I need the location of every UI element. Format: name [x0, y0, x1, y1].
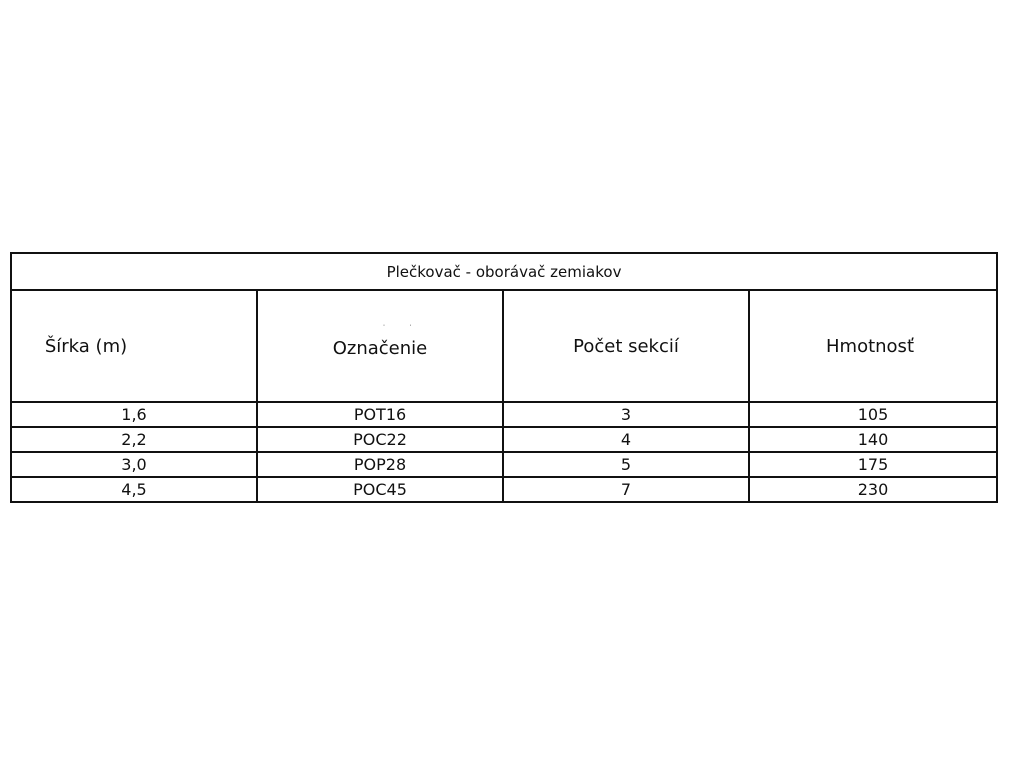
cell-sections: 5 [503, 452, 749, 477]
header-row [11, 290, 997, 402]
table-title: Plečkovač - oborávač zemiakov [11, 253, 997, 290]
cell-sections: 4 [503, 427, 749, 452]
cell-designation: POC45 [257, 477, 503, 502]
cell-weight: 140 [749, 427, 997, 452]
cell-designation: POC22 [257, 427, 503, 452]
table-row [11, 402, 997, 427]
cell-width: 3,0 [11, 452, 257, 477]
header-cell-designation [257, 290, 503, 402]
cell-width: 2,2 [11, 427, 257, 452]
header-cell-sections [503, 290, 749, 402]
table-row [11, 477, 997, 502]
cell-designation: POT16 [257, 402, 503, 427]
table-row [11, 452, 997, 477]
title-row [11, 253, 997, 290]
cell-width: 1,6 [11, 402, 257, 427]
header-label-width: Šírka (m) [44, 335, 128, 357]
cell-sections: 7 [503, 477, 749, 502]
cell-weight: 230 [749, 477, 997, 502]
cell-sections: 3 [503, 402, 749, 427]
table-row [11, 427, 997, 452]
header-label-designation: Označenie [332, 337, 428, 359]
cell-width: 4,5 [11, 477, 257, 502]
stray-marks: ˙ ˙ [382, 324, 423, 333]
header-cell-width [11, 290, 257, 402]
spec-table [10, 252, 998, 503]
cell-weight: 175 [749, 452, 997, 477]
header-cell-weight [749, 290, 997, 402]
header-label-sections: Počet sekcií [573, 335, 679, 357]
header-label-weight: Hmotnosť [826, 335, 914, 357]
cell-designation: POP28 [257, 452, 503, 477]
cell-weight: 105 [749, 402, 997, 427]
